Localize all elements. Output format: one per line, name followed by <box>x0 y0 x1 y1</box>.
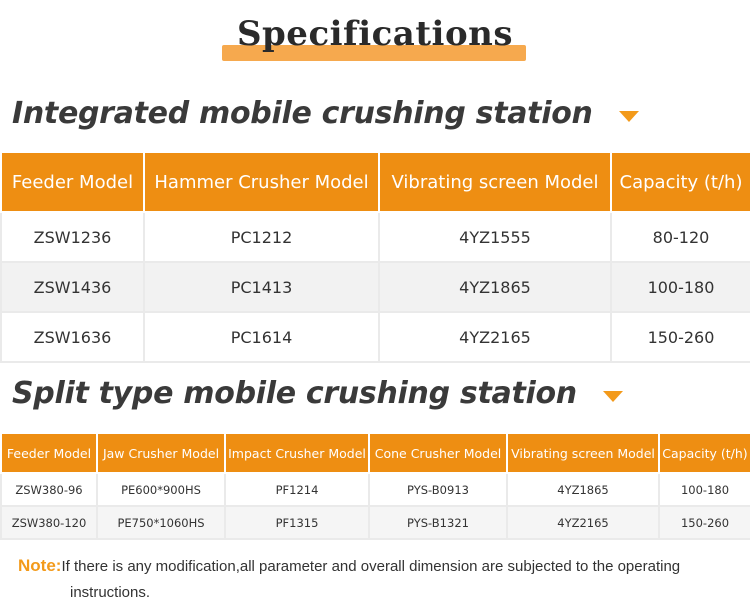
table-cell: PC1212 <box>144 212 379 262</box>
table-cell: 4YZ2165 <box>379 312 611 362</box>
table-header-row <box>1 433 750 473</box>
table-cell: PC1614 <box>144 312 379 362</box>
column-header: Feeder Model <box>1 152 144 212</box>
table-cell: ZSW380-96 <box>1 473 97 506</box>
table-cell: ZSW1636 <box>1 312 144 362</box>
section-heading-text: Integrated mobile crushing station <box>12 96 593 131</box>
integrated-spec-table <box>0 151 750 363</box>
column-header: Hammer Crusher Model <box>144 152 379 212</box>
table-row <box>1 212 750 262</box>
table-cell: ZSW1236 <box>1 212 144 262</box>
table-cell: PC1413 <box>144 262 379 312</box>
table-row <box>1 473 750 506</box>
table-cell: ZSW380-120 <box>1 506 97 539</box>
column-header: Vibrating screen Model <box>379 152 611 212</box>
section-heading-split <box>12 376 623 411</box>
note-label: Note: <box>18 556 62 575</box>
section-heading-text: Split type mobile crushing station <box>12 376 577 411</box>
column-header: Capacity (t/h) <box>611 152 750 212</box>
triangle-down-icon <box>619 111 639 122</box>
table-cell: 4YZ2165 <box>507 506 659 539</box>
note-line-1 <box>18 553 738 580</box>
table-cell: 100-180 <box>611 262 750 312</box>
section-heading-integrated <box>12 96 639 131</box>
column-header: Vibrating screen Model <box>507 433 659 473</box>
table-header-row <box>1 152 750 212</box>
table-cell: PE600*900HS <box>97 473 225 506</box>
table-cell: 150-260 <box>659 506 750 539</box>
table-cell: ZSW1436 <box>1 262 144 312</box>
note-block <box>18 553 738 606</box>
table-cell: PE750*1060HS <box>97 506 225 539</box>
page-title-block <box>0 0 750 72</box>
split-type-spec-table <box>0 432 750 540</box>
column-header: Feeder Model <box>1 433 97 473</box>
table-cell: 150-260 <box>611 312 750 362</box>
table-cell: 80-120 <box>611 212 750 262</box>
table-cell: 4YZ1865 <box>379 262 611 312</box>
note-text: If there is any modification,all parameter and overall dimension are subjected to the operating <box>61 558 681 575</box>
triangle-down-icon <box>603 391 623 402</box>
note-line-2: instructions. <box>70 584 151 601</box>
column-header: Impact Crusher Model <box>225 433 369 473</box>
table-cell: PYS-B1321 <box>369 506 507 539</box>
table-cell: PF1214 <box>225 473 369 506</box>
table-cell: PYS-B0913 <box>369 473 507 506</box>
table-cell: 100-180 <box>659 473 750 506</box>
table-row <box>1 262 750 312</box>
column-header: Capacity (t/h) <box>659 433 750 473</box>
page-title: Specifications <box>236 14 513 54</box>
column-header: Cone Crusher Model <box>369 433 507 473</box>
table-cell: PF1315 <box>225 506 369 539</box>
table-row <box>1 506 750 539</box>
table-cell: 4YZ1865 <box>507 473 659 506</box>
table-row <box>1 312 750 362</box>
table-cell: 4YZ1555 <box>379 212 611 262</box>
column-header: Jaw Crusher Model <box>97 433 225 473</box>
